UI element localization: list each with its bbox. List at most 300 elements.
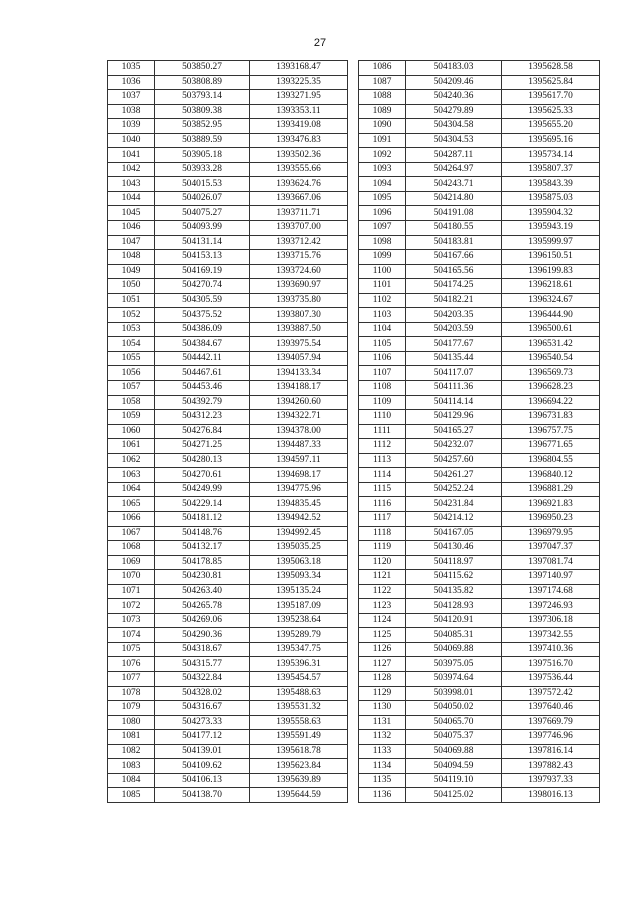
point-number-cell: 1134 bbox=[359, 759, 406, 774]
table-row bbox=[359, 497, 600, 512]
table-row bbox=[359, 206, 600, 221]
y-coordinate-cell: 1396324.67 bbox=[502, 293, 600, 308]
x-coordinate-cell: 503889.59 bbox=[155, 133, 250, 148]
y-coordinate-cell: 1395558.63 bbox=[250, 715, 348, 730]
point-number-cell: 1050 bbox=[108, 279, 155, 294]
x-coordinate-cell: 503809.38 bbox=[155, 104, 250, 119]
point-number-cell: 1041 bbox=[108, 148, 155, 163]
point-number-cell: 1076 bbox=[108, 657, 155, 672]
y-coordinate-cell: 1394992.45 bbox=[250, 526, 348, 541]
x-coordinate-cell: 504315.77 bbox=[155, 657, 250, 672]
y-coordinate-cell: 1396950.23 bbox=[502, 511, 600, 526]
y-coordinate-cell: 1396771.65 bbox=[502, 439, 600, 454]
x-coordinate-cell: 504243.71 bbox=[406, 177, 502, 192]
x-coordinate-cell: 504203.35 bbox=[406, 308, 502, 323]
y-coordinate-cell: 1396199.83 bbox=[502, 264, 600, 279]
x-coordinate-cell: 504138.70 bbox=[155, 788, 250, 803]
point-number-cell: 1126 bbox=[359, 642, 406, 657]
y-coordinate-cell: 1395999.97 bbox=[502, 235, 600, 250]
y-coordinate-cell: 1398016.13 bbox=[502, 788, 600, 803]
table-row bbox=[108, 351, 348, 366]
table-row bbox=[108, 744, 348, 759]
y-coordinate-cell: 1395396.31 bbox=[250, 657, 348, 672]
x-coordinate-cell: 504231.84 bbox=[406, 497, 502, 512]
x-coordinate-cell: 504177.67 bbox=[406, 337, 502, 352]
y-coordinate-cell: 1397640.46 bbox=[502, 701, 600, 716]
point-number-cell: 1079 bbox=[108, 701, 155, 716]
x-coordinate-cell: 504069.88 bbox=[406, 744, 502, 759]
x-coordinate-cell: 504153.13 bbox=[155, 250, 250, 265]
point-number-cell: 1136 bbox=[359, 788, 406, 803]
y-coordinate-cell: 1393707.00 bbox=[250, 221, 348, 236]
y-coordinate-cell: 1393807.30 bbox=[250, 308, 348, 323]
x-coordinate-cell: 504109.62 bbox=[155, 759, 250, 774]
y-coordinate-cell: 1394133.34 bbox=[250, 366, 348, 381]
table-row bbox=[108, 657, 348, 672]
y-coordinate-cell: 1397174.68 bbox=[502, 584, 600, 599]
point-number-cell: 1075 bbox=[108, 642, 155, 657]
x-coordinate-cell: 504085.31 bbox=[406, 628, 502, 643]
x-coordinate-cell: 504230.81 bbox=[155, 570, 250, 585]
point-number-cell: 1090 bbox=[359, 119, 406, 134]
x-coordinate-cell: 504270.61 bbox=[155, 468, 250, 483]
y-coordinate-cell: 1397882.43 bbox=[502, 759, 600, 774]
point-number-cell: 1099 bbox=[359, 250, 406, 265]
point-number-cell: 1036 bbox=[108, 75, 155, 90]
point-number-cell: 1057 bbox=[108, 381, 155, 396]
point-number-cell: 1039 bbox=[108, 119, 155, 134]
table-row bbox=[108, 279, 348, 294]
y-coordinate-cell: 1393353.11 bbox=[250, 104, 348, 119]
y-coordinate-cell: 1396921.83 bbox=[502, 497, 600, 512]
x-coordinate-cell: 504130.46 bbox=[406, 541, 502, 556]
y-coordinate-cell: 1394487.33 bbox=[250, 439, 348, 454]
point-number-cell: 1052 bbox=[108, 308, 155, 323]
y-coordinate-cell: 1394775.96 bbox=[250, 482, 348, 497]
y-coordinate-cell: 1396150.51 bbox=[502, 250, 600, 265]
x-coordinate-cell: 504271.25 bbox=[155, 439, 250, 454]
y-coordinate-cell: 1393225.35 bbox=[250, 75, 348, 90]
table-row bbox=[359, 439, 600, 454]
table-row bbox=[359, 657, 600, 672]
x-coordinate-cell: 504165.56 bbox=[406, 264, 502, 279]
table-row bbox=[108, 439, 348, 454]
x-coordinate-cell: 504328.02 bbox=[155, 686, 250, 701]
table-row bbox=[359, 322, 600, 337]
table-row bbox=[108, 453, 348, 468]
x-coordinate-cell: 504257.60 bbox=[406, 453, 502, 468]
x-coordinate-cell: 504453.46 bbox=[155, 381, 250, 396]
point-number-cell: 1054 bbox=[108, 337, 155, 352]
point-number-cell: 1108 bbox=[359, 381, 406, 396]
x-coordinate-cell: 504065.70 bbox=[406, 715, 502, 730]
point-number-cell: 1062 bbox=[108, 453, 155, 468]
x-coordinate-cell: 504305.59 bbox=[155, 293, 250, 308]
x-coordinate-cell: 504392.79 bbox=[155, 395, 250, 410]
y-coordinate-cell: 1393724.60 bbox=[250, 264, 348, 279]
x-coordinate-cell: 504209.46 bbox=[406, 75, 502, 90]
point-number-cell: 1135 bbox=[359, 773, 406, 788]
point-number-cell: 1094 bbox=[359, 177, 406, 192]
table-row bbox=[359, 599, 600, 614]
y-coordinate-cell: 1393476.83 bbox=[250, 133, 348, 148]
y-coordinate-cell: 1395531.32 bbox=[250, 701, 348, 716]
table-row bbox=[359, 541, 600, 556]
point-number-cell: 1127 bbox=[359, 657, 406, 672]
table-row bbox=[108, 599, 348, 614]
table-row bbox=[359, 366, 600, 381]
table-row bbox=[359, 250, 600, 265]
table-row bbox=[108, 410, 348, 425]
point-number-cell: 1087 bbox=[359, 75, 406, 90]
y-coordinate-cell: 1396731.83 bbox=[502, 410, 600, 425]
table-row bbox=[359, 148, 600, 163]
point-number-cell: 1133 bbox=[359, 744, 406, 759]
x-coordinate-cell: 503852.95 bbox=[155, 119, 250, 134]
x-coordinate-cell: 504183.03 bbox=[406, 61, 502, 76]
point-number-cell: 1035 bbox=[108, 61, 155, 76]
table-row bbox=[359, 453, 600, 468]
point-number-cell: 1110 bbox=[359, 410, 406, 425]
x-coordinate-cell: 504280.13 bbox=[155, 453, 250, 468]
table-row bbox=[359, 279, 600, 294]
y-coordinate-cell: 1396531.42 bbox=[502, 337, 600, 352]
x-coordinate-cell: 504279.89 bbox=[406, 104, 502, 119]
x-coordinate-cell: 504148.76 bbox=[155, 526, 250, 541]
y-coordinate-cell: 1394942.52 bbox=[250, 511, 348, 526]
x-coordinate-cell: 503905.18 bbox=[155, 148, 250, 163]
point-number-cell: 1121 bbox=[359, 570, 406, 585]
table-row bbox=[108, 206, 348, 221]
x-coordinate-cell: 504276.84 bbox=[155, 424, 250, 439]
point-number-cell: 1106 bbox=[359, 351, 406, 366]
x-coordinate-cell: 504249.99 bbox=[155, 482, 250, 497]
x-coordinate-cell: 504125.02 bbox=[406, 788, 502, 803]
y-coordinate-cell: 1393735.80 bbox=[250, 293, 348, 308]
table-row bbox=[108, 250, 348, 265]
x-coordinate-cell: 504191.08 bbox=[406, 206, 502, 221]
point-number-cell: 1051 bbox=[108, 293, 155, 308]
x-coordinate-cell: 504075.27 bbox=[155, 206, 250, 221]
point-number-cell: 1074 bbox=[108, 628, 155, 643]
table-row bbox=[108, 148, 348, 163]
y-coordinate-cell: 1395639.89 bbox=[250, 773, 348, 788]
x-coordinate-cell: 504269.06 bbox=[155, 613, 250, 628]
table-row bbox=[108, 555, 348, 570]
point-number-cell: 1109 bbox=[359, 395, 406, 410]
table-row bbox=[108, 686, 348, 701]
table-row bbox=[359, 570, 600, 585]
y-coordinate-cell: 1397342.55 bbox=[502, 628, 600, 643]
x-coordinate-cell: 503998.01 bbox=[406, 686, 502, 701]
x-coordinate-cell: 504322.84 bbox=[155, 671, 250, 686]
point-number-cell: 1124 bbox=[359, 613, 406, 628]
table-row bbox=[108, 526, 348, 541]
y-coordinate-cell: 1397746.96 bbox=[502, 730, 600, 745]
x-coordinate-cell: 504232.07 bbox=[406, 439, 502, 454]
point-number-cell: 1130 bbox=[359, 701, 406, 716]
table-row bbox=[359, 773, 600, 788]
table-row bbox=[108, 322, 348, 337]
point-number-cell: 1068 bbox=[108, 541, 155, 556]
point-number-cell: 1105 bbox=[359, 337, 406, 352]
x-coordinate-cell: 503975.05 bbox=[406, 657, 502, 672]
point-number-cell: 1060 bbox=[108, 424, 155, 439]
x-coordinate-cell: 504318.67 bbox=[155, 642, 250, 657]
y-coordinate-cell: 1394260.60 bbox=[250, 395, 348, 410]
point-number-cell: 1125 bbox=[359, 628, 406, 643]
table-row bbox=[108, 497, 348, 512]
table-row bbox=[108, 759, 348, 774]
y-coordinate-cell: 1393419.08 bbox=[250, 119, 348, 134]
x-coordinate-cell: 504177.12 bbox=[155, 730, 250, 745]
x-coordinate-cell: 504375.52 bbox=[155, 308, 250, 323]
y-coordinate-cell: 1395591.49 bbox=[250, 730, 348, 745]
table-row bbox=[108, 381, 348, 396]
table-row bbox=[108, 584, 348, 599]
y-coordinate-cell: 1395289.79 bbox=[250, 628, 348, 643]
x-coordinate-cell: 504386.09 bbox=[155, 322, 250, 337]
x-coordinate-cell: 504094.59 bbox=[406, 759, 502, 774]
x-coordinate-cell: 504119.10 bbox=[406, 773, 502, 788]
point-number-cell: 1092 bbox=[359, 148, 406, 163]
x-coordinate-cell: 504139.01 bbox=[155, 744, 250, 759]
point-number-cell: 1131 bbox=[359, 715, 406, 730]
y-coordinate-cell: 1395454.57 bbox=[250, 671, 348, 686]
x-coordinate-cell: 504135.82 bbox=[406, 584, 502, 599]
x-coordinate-cell: 504270.74 bbox=[155, 279, 250, 294]
point-number-cell: 1078 bbox=[108, 686, 155, 701]
table-row bbox=[108, 90, 348, 105]
table-row bbox=[359, 177, 600, 192]
point-number-cell: 1082 bbox=[108, 744, 155, 759]
table-row bbox=[359, 482, 600, 497]
y-coordinate-cell: 1395734.14 bbox=[502, 148, 600, 163]
table-row bbox=[359, 701, 600, 716]
x-coordinate-cell: 504263.40 bbox=[155, 584, 250, 599]
table-row bbox=[108, 177, 348, 192]
table-row bbox=[108, 671, 348, 686]
table-row bbox=[359, 90, 600, 105]
point-number-cell: 1115 bbox=[359, 482, 406, 497]
x-coordinate-cell: 504165.27 bbox=[406, 424, 502, 439]
table-row bbox=[108, 642, 348, 657]
table-row bbox=[108, 424, 348, 439]
table-row bbox=[108, 773, 348, 788]
table-row bbox=[108, 235, 348, 250]
point-number-cell: 1102 bbox=[359, 293, 406, 308]
x-coordinate-cell: 504240.36 bbox=[406, 90, 502, 105]
table-row bbox=[359, 584, 600, 599]
table-row bbox=[359, 759, 600, 774]
y-coordinate-cell: 1395628.58 bbox=[502, 61, 600, 76]
y-coordinate-cell: 1397937.33 bbox=[502, 773, 600, 788]
point-number-cell: 1058 bbox=[108, 395, 155, 410]
table-row bbox=[108, 119, 348, 134]
table-row bbox=[359, 191, 600, 206]
table-row bbox=[108, 395, 348, 410]
y-coordinate-cell: 1395035.25 bbox=[250, 541, 348, 556]
point-number-cell: 1067 bbox=[108, 526, 155, 541]
y-coordinate-cell: 1395943.19 bbox=[502, 221, 600, 236]
y-coordinate-cell: 1397536.44 bbox=[502, 671, 600, 686]
y-coordinate-cell: 1393271.95 bbox=[250, 90, 348, 105]
table-row bbox=[359, 221, 600, 236]
point-number-cell: 1046 bbox=[108, 221, 155, 236]
y-coordinate-cell: 1395695.16 bbox=[502, 133, 600, 148]
table-row bbox=[359, 744, 600, 759]
table-row bbox=[359, 351, 600, 366]
y-coordinate-cell: 1396979.95 bbox=[502, 526, 600, 541]
point-number-cell: 1047 bbox=[108, 235, 155, 250]
y-coordinate-cell: 1397669.79 bbox=[502, 715, 600, 730]
x-coordinate-cell: 504117.07 bbox=[406, 366, 502, 381]
y-coordinate-cell: 1393168.47 bbox=[250, 61, 348, 76]
point-number-cell: 1116 bbox=[359, 497, 406, 512]
table-row bbox=[359, 308, 600, 323]
x-coordinate-cell: 503808.89 bbox=[155, 75, 250, 90]
point-number-cell: 1048 bbox=[108, 250, 155, 265]
point-number-cell: 1093 bbox=[359, 162, 406, 177]
x-coordinate-cell: 504167.66 bbox=[406, 250, 502, 265]
table-row bbox=[359, 424, 600, 439]
x-coordinate-cell: 504304.53 bbox=[406, 133, 502, 148]
x-coordinate-cell: 504261.27 bbox=[406, 468, 502, 483]
point-number-cell: 1066 bbox=[108, 511, 155, 526]
point-number-cell: 1101 bbox=[359, 279, 406, 294]
y-coordinate-cell: 1393711.71 bbox=[250, 206, 348, 221]
y-coordinate-cell: 1395488.63 bbox=[250, 686, 348, 701]
table-row bbox=[108, 701, 348, 716]
y-coordinate-cell: 1395617.70 bbox=[502, 90, 600, 105]
y-coordinate-cell: 1395238.64 bbox=[250, 613, 348, 628]
table-row bbox=[108, 162, 348, 177]
table-row bbox=[359, 730, 600, 745]
point-number-cell: 1044 bbox=[108, 191, 155, 206]
y-coordinate-cell: 1393690.97 bbox=[250, 279, 348, 294]
x-coordinate-cell: 504131.14 bbox=[155, 235, 250, 250]
x-coordinate-cell: 504174.25 bbox=[406, 279, 502, 294]
x-coordinate-cell: 504467.61 bbox=[155, 366, 250, 381]
point-number-cell: 1069 bbox=[108, 555, 155, 570]
y-coordinate-cell: 1397246.93 bbox=[502, 599, 600, 614]
y-coordinate-cell: 1395135.24 bbox=[250, 584, 348, 599]
point-number-cell: 1053 bbox=[108, 322, 155, 337]
table-row bbox=[359, 162, 600, 177]
y-coordinate-cell: 1393712.42 bbox=[250, 235, 348, 250]
y-coordinate-cell: 1393502.36 bbox=[250, 148, 348, 163]
x-coordinate-cell: 504316.67 bbox=[155, 701, 250, 716]
point-number-cell: 1091 bbox=[359, 133, 406, 148]
x-coordinate-cell: 504132.17 bbox=[155, 541, 250, 556]
point-number-cell: 1045 bbox=[108, 206, 155, 221]
y-coordinate-cell: 1394698.17 bbox=[250, 468, 348, 483]
y-coordinate-cell: 1395655.20 bbox=[502, 119, 600, 134]
x-coordinate-cell: 504312.23 bbox=[155, 410, 250, 425]
table-row bbox=[359, 715, 600, 730]
y-coordinate-cell: 1396540.54 bbox=[502, 351, 600, 366]
point-number-cell: 1119 bbox=[359, 541, 406, 556]
y-coordinate-cell: 1395623.84 bbox=[250, 759, 348, 774]
y-coordinate-cell: 1393715.76 bbox=[250, 250, 348, 265]
y-coordinate-cell: 1396881.29 bbox=[502, 482, 600, 497]
table-row bbox=[359, 264, 600, 279]
point-number-cell: 1095 bbox=[359, 191, 406, 206]
y-coordinate-cell: 1396840.12 bbox=[502, 468, 600, 483]
table-row bbox=[359, 410, 600, 425]
y-coordinate-cell: 1395843.39 bbox=[502, 177, 600, 192]
y-coordinate-cell: 1394188.17 bbox=[250, 381, 348, 396]
x-coordinate-cell: 504265.78 bbox=[155, 599, 250, 614]
point-number-cell: 1077 bbox=[108, 671, 155, 686]
point-number-cell: 1083 bbox=[108, 759, 155, 774]
y-coordinate-cell: 1395625.33 bbox=[502, 104, 600, 119]
point-number-cell: 1088 bbox=[359, 90, 406, 105]
y-coordinate-cell: 1396569.73 bbox=[502, 366, 600, 381]
table-row bbox=[359, 235, 600, 250]
x-coordinate-cell: 504069.88 bbox=[406, 642, 502, 657]
x-coordinate-cell: 504214.80 bbox=[406, 191, 502, 206]
y-coordinate-cell: 1397140.97 bbox=[502, 570, 600, 585]
x-coordinate-cell: 504111.36 bbox=[406, 381, 502, 396]
x-coordinate-cell: 504120.91 bbox=[406, 613, 502, 628]
y-coordinate-cell: 1396218.61 bbox=[502, 279, 600, 294]
table-row bbox=[359, 133, 600, 148]
x-coordinate-cell: 504169.19 bbox=[155, 264, 250, 279]
x-coordinate-cell: 504075.37 bbox=[406, 730, 502, 745]
y-coordinate-cell: 1394597.11 bbox=[250, 453, 348, 468]
point-number-cell: 1072 bbox=[108, 599, 155, 614]
x-coordinate-cell: 504183.81 bbox=[406, 235, 502, 250]
y-coordinate-cell: 1395904.32 bbox=[502, 206, 600, 221]
x-coordinate-cell: 504115.62 bbox=[406, 570, 502, 585]
table-row bbox=[108, 730, 348, 745]
y-coordinate-cell: 1395875.03 bbox=[502, 191, 600, 206]
point-number-cell: 1098 bbox=[359, 235, 406, 250]
y-coordinate-cell: 1394057.94 bbox=[250, 351, 348, 366]
table-row bbox=[359, 526, 600, 541]
table-row bbox=[108, 366, 348, 381]
point-number-cell: 1070 bbox=[108, 570, 155, 585]
x-coordinate-cell: 504182.21 bbox=[406, 293, 502, 308]
y-coordinate-cell: 1397047.37 bbox=[502, 541, 600, 556]
y-coordinate-cell: 1395625.84 bbox=[502, 75, 600, 90]
x-coordinate-cell: 504287.11 bbox=[406, 148, 502, 163]
x-coordinate-cell: 504181.12 bbox=[155, 511, 250, 526]
table-row bbox=[359, 395, 600, 410]
table-row bbox=[108, 104, 348, 119]
x-coordinate-cell: 504264.97 bbox=[406, 162, 502, 177]
point-number-cell: 1111 bbox=[359, 424, 406, 439]
table-row bbox=[108, 221, 348, 236]
point-number-cell: 1040 bbox=[108, 133, 155, 148]
x-coordinate-cell: 504106.13 bbox=[155, 773, 250, 788]
x-coordinate-cell: 504015.53 bbox=[155, 177, 250, 192]
point-number-cell: 1123 bbox=[359, 599, 406, 614]
point-number-cell: 1129 bbox=[359, 686, 406, 701]
x-coordinate-cell: 504180.55 bbox=[406, 221, 502, 236]
x-coordinate-cell: 504129.96 bbox=[406, 410, 502, 425]
y-coordinate-cell: 1396500.61 bbox=[502, 322, 600, 337]
page-number: 27 bbox=[313, 37, 327, 49]
y-coordinate-cell: 1397306.18 bbox=[502, 613, 600, 628]
y-coordinate-cell: 1396444.90 bbox=[502, 308, 600, 323]
table-row bbox=[359, 61, 600, 76]
table-row bbox=[108, 264, 348, 279]
y-coordinate-cell: 1395187.09 bbox=[250, 599, 348, 614]
y-coordinate-cell: 1394378.00 bbox=[250, 424, 348, 439]
point-number-cell: 1059 bbox=[108, 410, 155, 425]
